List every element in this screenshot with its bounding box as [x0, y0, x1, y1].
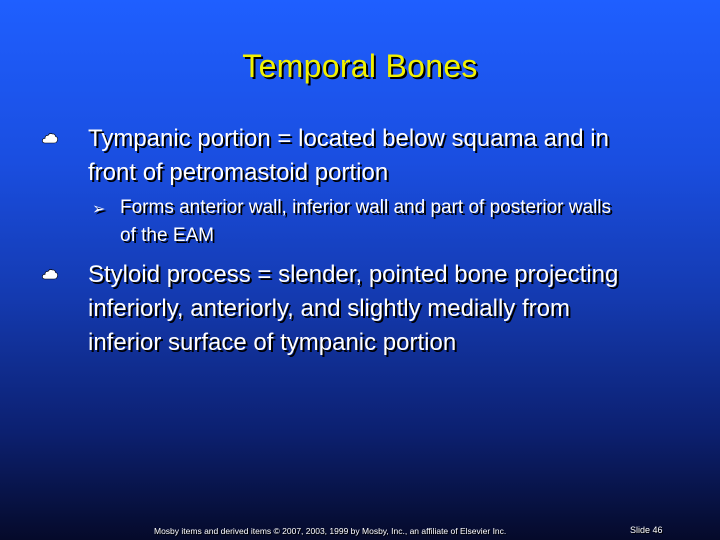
- copyright-footer: Mosby items and derived items © 2007, 2003, 1999 by Mosby, Inc., an affiliate of Elsevier Inc.: [154, 526, 507, 536]
- bullet-item-styloid: [42, 258, 642, 360]
- cloud-bullet-icon: [42, 268, 58, 280]
- sub-bullet-text: Forms anterior wall, inferior wall and part of posterior walls of the EAM: [120, 197, 612, 246]
- bullet-text: Styloid process = slender, pointed bone projecting inferiorly, anteriorly, and slightly medially from inferior surface of tympanic portion: [88, 261, 619, 356]
- cloud-bullet-icon: [42, 132, 58, 144]
- arrow-bullet-icon: ➢: [92, 199, 106, 218]
- bullet-text: Tympanic portion = located below squama and in front of petromastoid portion: [88, 125, 609, 186]
- slide-title: Temporal Bones: [242, 48, 478, 84]
- bullet-item-tympanic: [42, 122, 642, 190]
- slide-number: Slide 46: [630, 525, 663, 535]
- sub-bullet-item-eam: [92, 194, 612, 250]
